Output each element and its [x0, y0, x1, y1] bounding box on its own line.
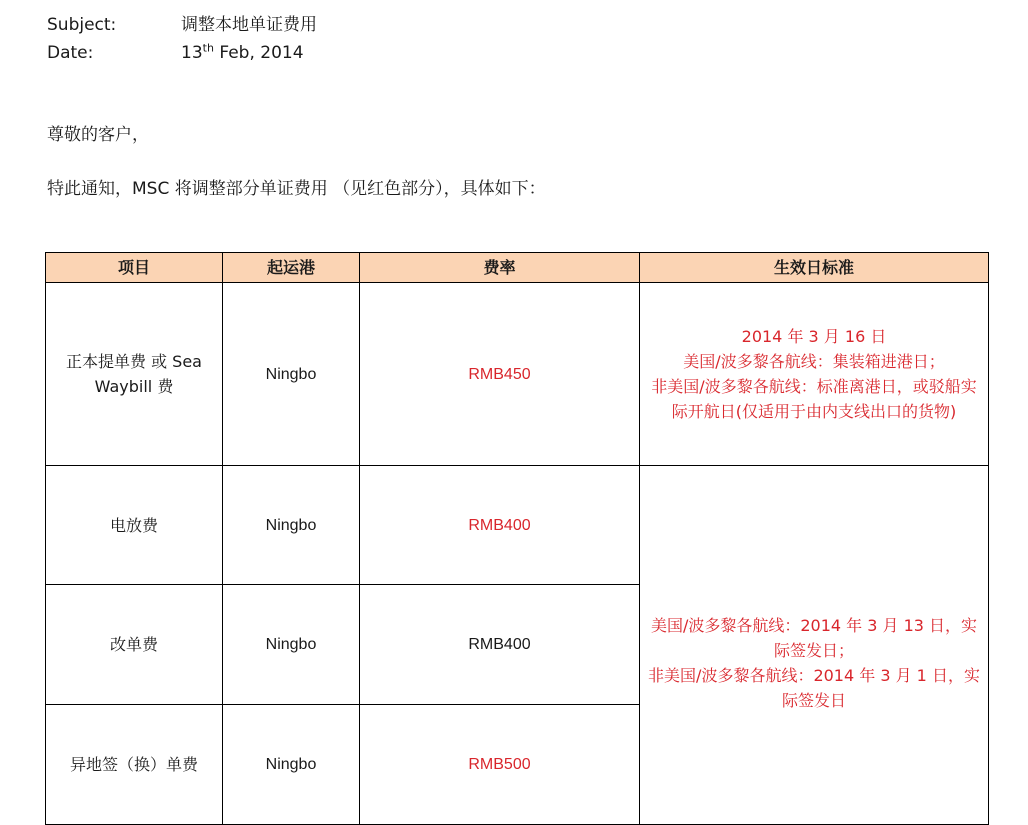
table-row: [46, 466, 989, 585]
table-row: [46, 283, 989, 466]
fee-table: [45, 252, 989, 825]
table-header-row: [46, 253, 989, 283]
port-cell: Ningbo: [223, 283, 360, 466]
header-rate: 费率: [360, 253, 640, 283]
port-cell: Ningbo: [223, 585, 360, 705]
item-cell: 正本提单费 或 Sea Waybill 费: [46, 283, 223, 466]
greeting: 尊敬的客户，: [47, 125, 149, 145]
date-suffix: th: [202, 41, 214, 55]
effective-date-cell-merged: [640, 466, 989, 825]
port-cell: Ningbo: [223, 466, 360, 585]
effective-date-cell: [640, 283, 989, 466]
item-cell: 改单费: [46, 585, 223, 705]
rate-cell: RMB450: [360, 283, 640, 466]
item-cell: 电放费: [46, 466, 223, 585]
effective-rule-non-us: 非美国/波多黎各航线：2014 年 3 月 1 日，实际签发日: [648, 666, 980, 710]
date-value: [181, 42, 304, 64]
port-cell: Ningbo: [223, 705, 360, 825]
subject-value: 调整本地单证费用: [181, 15, 317, 35]
effective-rule-non-us: 非美国/波多黎各航线：标准离港日，或驳船实际开航日(仅适用于由内支线出口的货物): [651, 377, 977, 421]
header-effective: 生效日标准: [640, 253, 989, 283]
effective-date-line: 2014 年 3 月 16 日: [741, 327, 887, 346]
rate-cell: RMB400: [360, 466, 640, 585]
date-rest: Feb, 2014: [213, 43, 304, 63]
header-item: 项目: [46, 253, 223, 283]
notice-text: 特此通知，MSC 将调整部分单证费用 （见红色部分），具体如下：: [47, 179, 546, 199]
rate-cell: RMB500: [360, 705, 640, 825]
date-label: Date:: [47, 43, 94, 63]
item-cell: 异地签（换）单费: [46, 705, 223, 825]
header-port: 起运港: [223, 253, 360, 283]
effective-rule-us: 美国/波多黎各航线：2014 年 3 月 13 日，实际签发日；: [650, 616, 978, 660]
subject-label: Subject:: [47, 15, 117, 35]
rate-cell: RMB400: [360, 585, 640, 705]
effective-rule-us: 美国/波多黎各航线：集装箱进港日；: [683, 352, 945, 371]
date-day: 13: [181, 43, 203, 63]
